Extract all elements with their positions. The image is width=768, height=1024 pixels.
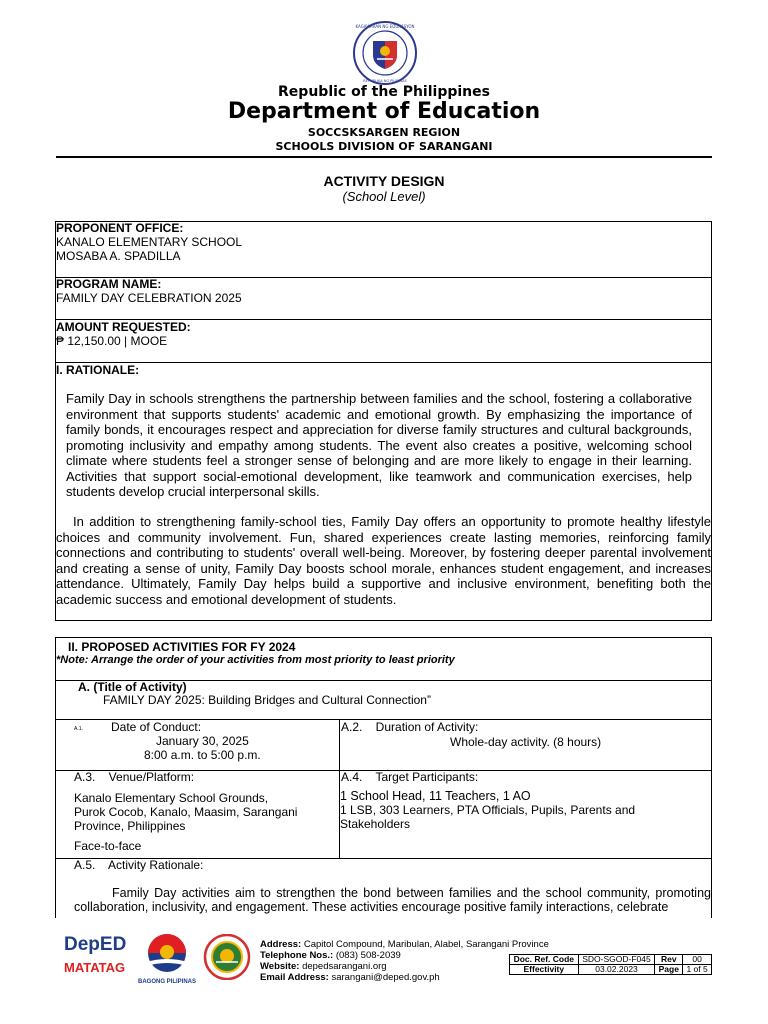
website-label: Website:	[260, 961, 300, 972]
program-label: PROGRAM NAME:	[56, 277, 162, 291]
program-value: FAMILY DAY CELEBRATION 2025	[56, 291, 242, 305]
a1-number: A.1.	[74, 726, 83, 732]
amount-value: ₱ 12,150.00 | MOOE	[56, 334, 168, 348]
effectivity-label: Effectivity	[510, 965, 579, 975]
amount-label: AMOUNT REQUESTED:	[56, 320, 191, 334]
a3-line-1: Kanalo Elementary School Grounds,	[74, 791, 269, 805]
republic-line: Republic of the Philippines	[278, 84, 490, 100]
a2-value: Whole-day activity. (8 hours)	[450, 735, 602, 749]
address-value: Capitol Compound, Maribulan, Alabel, Sarangani Province	[303, 939, 549, 950]
activity-title-value: FAMILY DAY 2025: Building Bridges and Cultural Connection”	[103, 693, 431, 707]
seal-ring-top-text: KAGAWARAN NG EDUKASYON	[355, 24, 415, 29]
division-line: SCHOOLS DIVISION OF SARANGANI	[275, 140, 493, 153]
proponent-label: PROPONENT OFFICE:	[56, 221, 184, 235]
row-divider	[56, 362, 711, 363]
a3-line-2: Purok Cocob, Kanalo, Maasim, Sarangani	[74, 805, 298, 819]
address-label: Address:	[260, 939, 302, 950]
a1-time: 8:00 a.m. to 5:00 p.m.	[144, 748, 261, 762]
rationale-paragraph-1: Family Day in schools strengthens the partnership between families and the school, fostering a collaborative environment that supports students' academic and emotional growth. By emphasizing the importance of family bonds, it encourages respect and appreciation for diverse family structures and cultural backgrounds, promoting inclusivity and empathy among students. The event also creates a positive, welcoming school climate where students feel a stronger sense of belonging and are more likely to engage in their learning. Activities that support social-emotional development, like teamwork and communication exercises, help students develop crucial interpersonal skills.	[66, 391, 692, 499]
document-title: ACTIVITY DESIGN	[323, 173, 445, 189]
a1-date: January 30, 2025	[156, 734, 249, 748]
a4-line-2: 1 LSB, 303 Learners, PTA Officials, Pupils, Parents and	[340, 803, 636, 817]
document-control-table	[509, 954, 712, 975]
seal-ring-bottom-text: REPUBLIKA NG PILIPINAS	[363, 79, 407, 83]
email-label: Email Address:	[260, 972, 329, 983]
phone-label: Telephone Nos.:	[260, 950, 334, 961]
a4-label: A.4. Target Participants:	[341, 770, 479, 784]
email-link[interactable]: sarangani@deped.gov.ph	[331, 972, 440, 983]
matatag-logo-text: MATATAG	[64, 960, 126, 975]
website-link[interactable]: depedsarangani.org	[302, 961, 387, 972]
rationale-label: I. RATIONALE:	[56, 363, 140, 377]
footer-email	[260, 972, 440, 983]
phone-value: (083) 508-2039	[335, 950, 401, 961]
rationale-paragraph-2: In addition to strengthening family-school ties, Family Day offers an opportunity to promote healthy lifestyle choices and community involvement. Fun, shared experiences create lasting memories, reinforcing family connections and contributing to students' overall well-being. Moreover, by fostering deeper parental involvement and creating a sense of unity, Family Day boosts school morale, enhances student engagement, and increases attendance. Ultimately, Family Day helps build a supportive and inclusive environment, benefiting both the academic success and emotional development of students.	[56, 514, 711, 607]
effectivity-value: 03.02.2023	[578, 965, 655, 975]
department-title: Department of Education	[227, 99, 541, 124]
a5-rationale-text: Family Day activities aim to strengthen the bond between families and the school community, promoting collaboration, inclusivity, and engagement. These activities encourage positive family interactions, celebrate	[74, 886, 711, 914]
a4-line-3: Stakeholders	[340, 817, 411, 831]
deped-logo-text: DepED	[64, 934, 127, 955]
a1-label: Date of Conduct:	[111, 720, 202, 734]
bagong-pilipinas-logo	[136, 932, 198, 984]
page-value: 1 of 5	[683, 965, 712, 975]
rev-value: 00	[683, 955, 712, 965]
proponent-school: KANALO ELEMENTARY SCHOOL	[56, 235, 243, 249]
header-divider	[56, 156, 712, 158]
a3-label: A.3. Venue/Platform:	[74, 770, 195, 784]
deped-matatag-logo	[64, 935, 130, 985]
priority-note: *Note: Arrange the order of your activities from most priority to least priority	[56, 654, 455, 666]
doc-ref-label: Doc. Ref. Code	[510, 955, 579, 965]
a3-line-3: Province, Philippines	[74, 819, 186, 833]
page-label: Page	[655, 965, 683, 975]
a5-label: A.5. Activity Rationale:	[74, 858, 204, 872]
rev-label: Rev	[655, 955, 683, 965]
footer-address	[260, 939, 549, 950]
division-seal-icon	[201, 934, 253, 980]
proponent-person: MOSABA A. SPADILLA	[56, 249, 181, 263]
activities-heading: II. PROPOSED ACTIVITIES FOR FY 2024	[68, 640, 296, 654]
footer-website	[260, 961, 387, 972]
document-subtitle: (School Level)	[342, 189, 426, 204]
doc-ref-value: SDO-SGOD-F045	[578, 955, 655, 965]
activity-title-label: A. (Title of Activity)	[78, 680, 187, 694]
a4-line-1: 1 School Head, 11 Teachers, 1 AO	[340, 789, 531, 803]
bagong-pilipinas-icon	[136, 932, 198, 974]
footer-phone	[260, 950, 401, 961]
activities-section-box	[55, 637, 712, 918]
region-line: SOCCSKSARGEN REGION	[307, 126, 461, 139]
rationale-section-box	[55, 221, 712, 621]
deped-seal-icon	[349, 21, 421, 85]
a2-label: A.2. Duration of Activity:	[341, 720, 479, 734]
bagong-pilipinas-text: BAGONG PILIPINAS	[137, 979, 196, 985]
a3-mode: Face-to-face	[74, 839, 142, 853]
